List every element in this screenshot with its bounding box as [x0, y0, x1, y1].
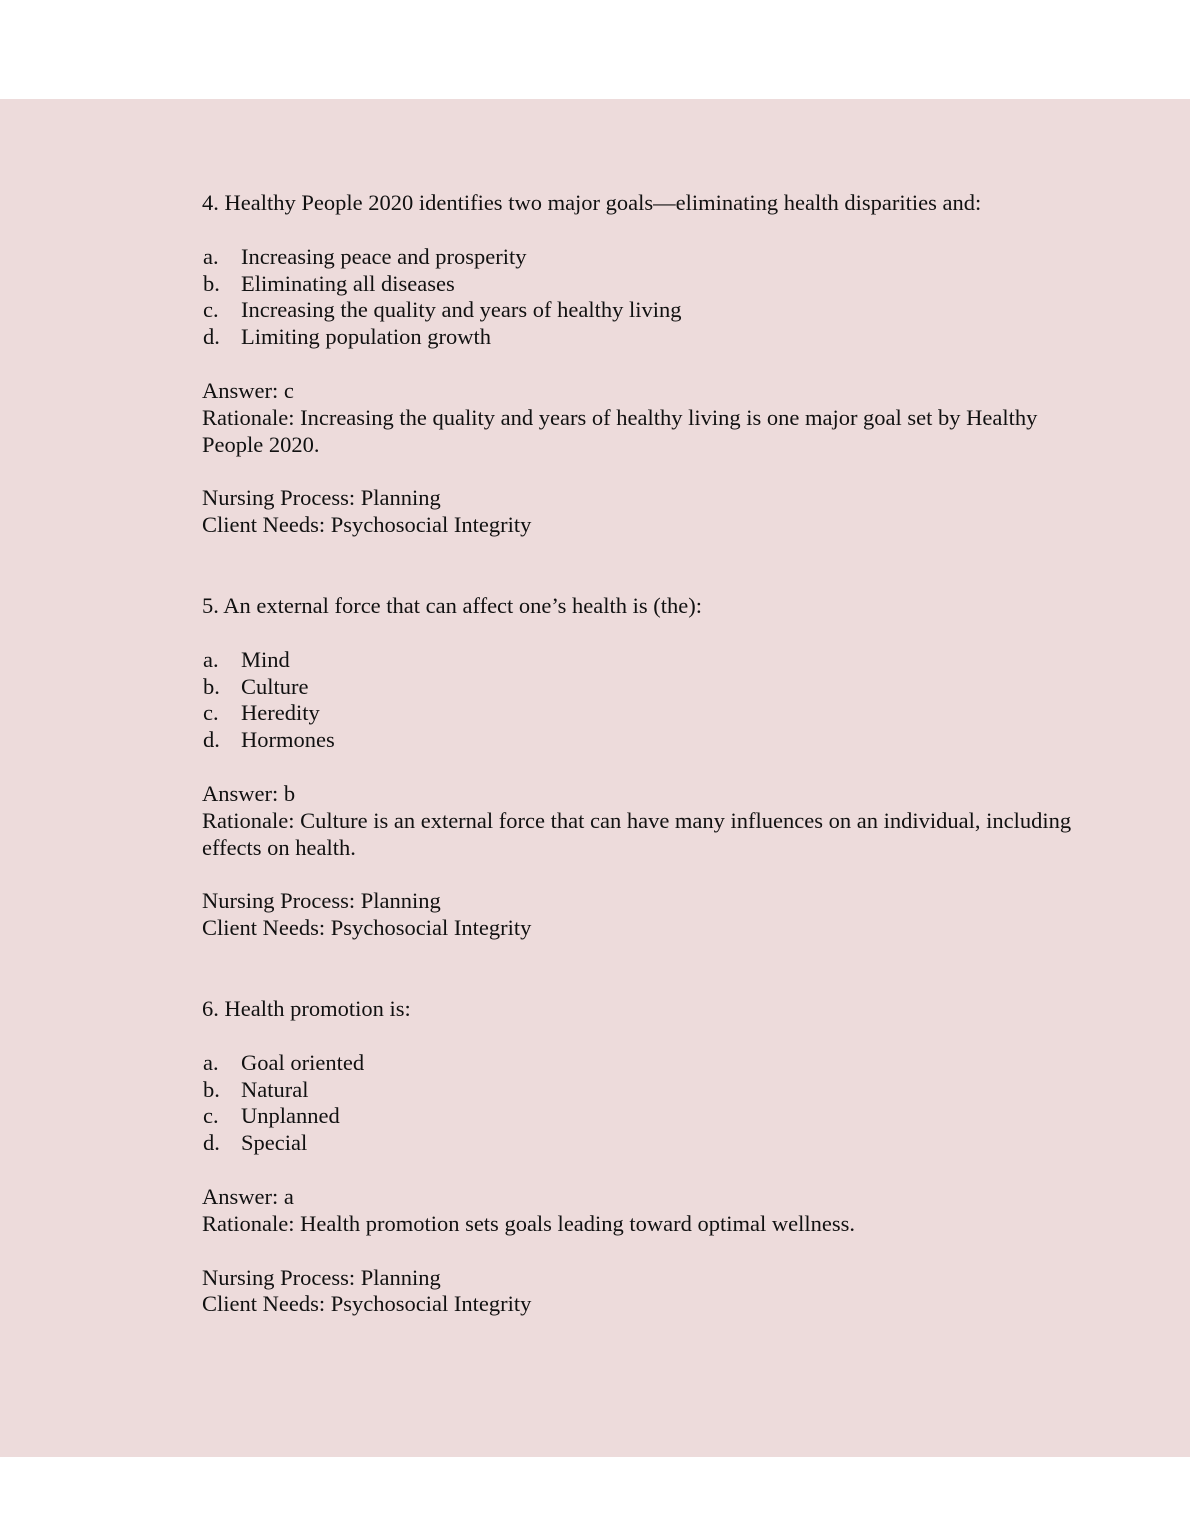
- nursing-process-line: Nursing Process: Planning: [202, 888, 441, 914]
- option-letter: b.: [203, 270, 220, 296]
- client-needs-line: Client Needs: Psychosocial Integrity: [202, 1291, 532, 1317]
- option-text: Mind: [241, 646, 290, 672]
- option-item: [202, 324, 1082, 351]
- question-prompt: 4. Healthy People 2020 identifies two major goals—eliminating health disparities and:: [202, 190, 982, 215]
- client-needs-line: Client Needs: Psychosocial Integrity: [202, 512, 532, 538]
- option-text: Increasing peace and prosperity: [241, 243, 527, 269]
- meta-block: [202, 485, 1082, 539]
- nursing-process-line: Nursing Process: Planning: [202, 1264, 441, 1290]
- nursing-process-line: Nursing Process: Planning: [202, 485, 441, 511]
- question-block-6: [202, 996, 1082, 1318]
- options-list: [202, 1050, 1082, 1157]
- option-text: Hormones: [241, 727, 335, 753]
- rationale-text: Rationale: Culture is an external force that can have many influences on an individual, including effects on health.: [202, 807, 1072, 860]
- option-letter: a.: [203, 1049, 219, 1075]
- option-item: [202, 700, 1082, 727]
- answer-line: Answer: b: [202, 780, 296, 806]
- client-needs-line: Client Needs: Psychosocial Integrity: [202, 915, 532, 941]
- option-text: Special: [241, 1130, 308, 1156]
- option-text: Eliminating all diseases: [241, 270, 455, 296]
- option-item: [202, 1103, 1082, 1130]
- option-letter: c.: [203, 700, 219, 726]
- option-letter: d.: [203, 727, 220, 753]
- option-item: [202, 674, 1082, 701]
- option-letter: c.: [203, 1103, 219, 1129]
- option-item: [202, 1050, 1082, 1077]
- option-item: [202, 1077, 1082, 1104]
- question-prompt: 5. An external force that can affect one’s health is (the):: [202, 592, 702, 618]
- document-content: [202, 190, 1082, 1318]
- option-letter: d.: [203, 324, 220, 350]
- option-text: Culture: [241, 673, 309, 699]
- option-text: Heredity: [241, 700, 320, 726]
- meta-block: [202, 1265, 1082, 1319]
- answer-line: Answer: c: [202, 377, 294, 403]
- option-text: Goal oriented: [241, 1049, 365, 1075]
- meta-block: [202, 888, 1082, 942]
- option-text: Unplanned: [241, 1103, 340, 1129]
- option-letter: b.: [203, 1076, 220, 1102]
- option-letter: b.: [203, 673, 220, 699]
- option-item: [202, 727, 1082, 754]
- question-prompt: 6. Health promotion is:: [202, 995, 411, 1021]
- option-letter: c.: [203, 297, 219, 323]
- option-item: [202, 1130, 1082, 1157]
- option-text: Limiting population growth: [241, 324, 491, 350]
- option-text: Natural: [241, 1076, 309, 1102]
- question-block-4: [202, 190, 1082, 539]
- options-list: [202, 647, 1082, 754]
- option-letter: a.: [203, 243, 219, 269]
- rationale-text: Rationale: Increasing the quality and years of healthy living is one major goal set by Healthy People 2020.: [202, 404, 1038, 457]
- option-item: [202, 271, 1082, 298]
- option-item: [202, 297, 1082, 324]
- option-letter: a.: [203, 646, 219, 672]
- options-list: [202, 244, 1082, 351]
- question-block-5: [202, 593, 1082, 942]
- rationale-text: Rationale: Health promotion sets goals leading toward optimal wellness.: [202, 1210, 855, 1236]
- option-text: Increasing the quality and years of healthy living: [241, 297, 682, 323]
- answer-line: Answer: a: [202, 1183, 294, 1209]
- option-item: [202, 647, 1082, 674]
- option-letter: d.: [203, 1130, 220, 1156]
- option-item: [202, 244, 1082, 271]
